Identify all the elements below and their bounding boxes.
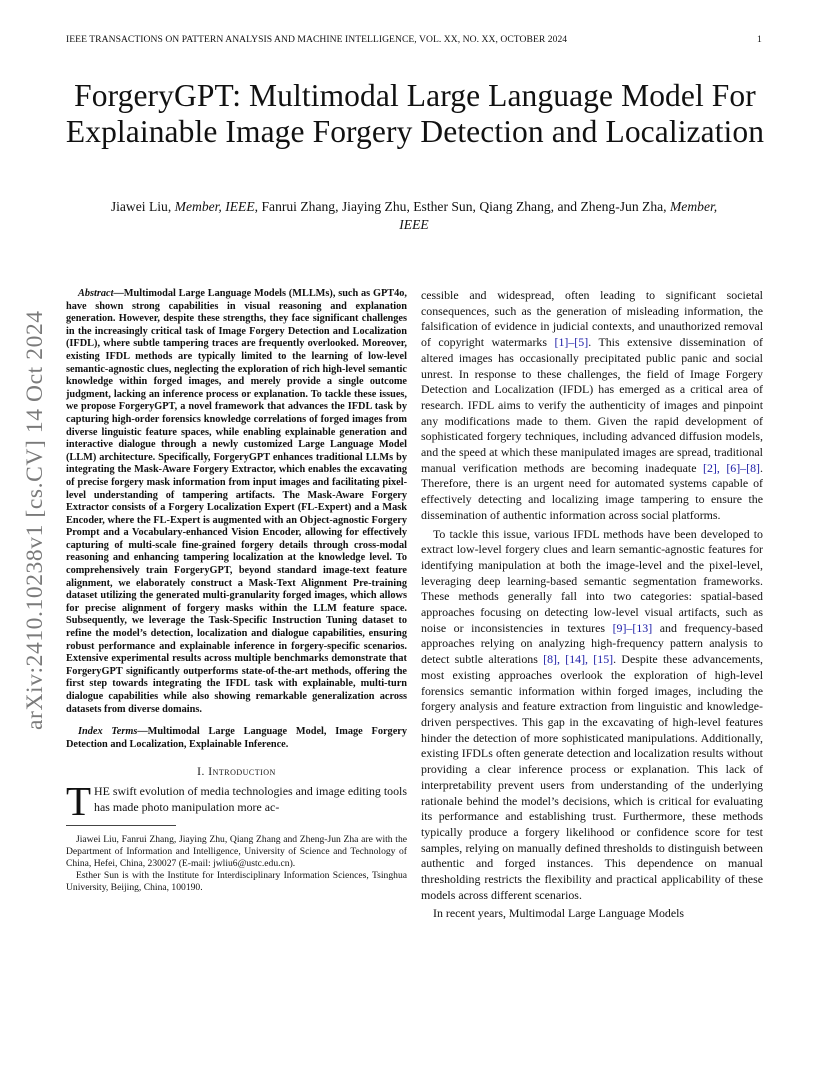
paragraph-text: To tackle this issue, various IFDL methods have been developed to extract low-level forgery clues and learn semantic-agnostic features for identifying manipulation at both the image-level and the pixel-level, leveraging deep learning-based semantic segmentation frameworks. These methods generally fall into two categories: spatial-based approaches focusing on detecting low-level visual artifacts, such as noise or inconsistencies in textures	[421, 526, 763, 635]
right-column	[421, 288, 763, 922]
citation-link[interactable]: [2], [6]–[8]	[702, 460, 760, 475]
paper-title: ForgeryGPT: Multimodal Large Language Model For Explainable Image Forgery Detection and Localization	[65, 78, 765, 149]
abstract-text: —Multimodal Large Language Models (MLLMs), such as GPT4o, have shown strong capabilities in visual reasoning and explanation generation. However, despite these strengths, they face significant challenges in the increasingly critical task of Image Forgery Detection and Localization (IFDL), where subtle tampering traces are frequently overlooked. Moreover, existing IFDL methods are typically limited to the learning of low-level semantic-agnostic clues, neglecting the exploration of rich high-level semantic knowledge within forged images, and merely provide a single outcome judgment, lacking an inference process or explanation. To tackle these issues, we propose ForgeryGPT, a novel framework that advances the IFDL task by capturing high-order forensics knowledge correlations of forged images from diverse linguistic feature spaces, while enabling explainable generation and interactive dialogue through a newly customized Large Language Model (LLM) architecture. Specifically, ForgeryGPT enhances traditional LLMs by integrating the Mask-Aware Forgery Extractor, which enables the excavating of precise forgery mask information from input images and facilitating pixel-level understanding of tampering artifacts. The Mask-Aware Forgery Extractor consists of a Forgery Localization Expert (FL-Expert) and a Mask Encoder, where the FL-Expert is augmented with an Object-agnostic Forgery Prompt and a Vocabulary-enhanced Vision Encoder, allowing for effectively capturing of multi-scale fine-grained forgery details through cross-modal reasoning and enhancing tampering localization at the knowledge level. To comprehensively train ForgeryGPT, beyond standard image-text feature alignment, we elaborately construct a Mask-Text Alignment Pre-training dataset utilizing the generated multi-granularity forged images, which allows for precise alignment of forgery masks within the LLM feature space. Subsequently, we leverage the Task-Specific Instruction Tuning dataset to refine the model’s detection, localization and dialogue capabilities, ensuring robust performance and explainable inference in forgery-specific scenarios. Extensive experimental results across multiple benchmarks demonstrate that ForgeryGPT significantly outperforms state-of-the-art methods, offering the first step towards integrating the IFDL task with explainable, multi-turn dialogue capabilities while also showing remarkable generalization across datasets from diverse domains.	[66, 288, 407, 715]
index-terms	[66, 726, 407, 751]
abstract-label: Abstract	[78, 288, 114, 299]
authors-text-2: , Fanrui Zhang, Jiaying Zhu, Esther Sun, Qiang Zhang, and Zheng-Jun Zha,	[254, 199, 670, 214]
index-terms-text: —Multimodal Large Language Model, Image Forgery Detection and Localization, Explainable Inference.	[66, 726, 407, 750]
section-number: I.	[197, 766, 209, 779]
citation-link[interactable]: [9]–[13]	[612, 620, 653, 635]
footnote-divider	[66, 825, 176, 826]
paragraph-text: . This extensive dissemination of altered images has occasionally precipitated public panic and social unrest. In response to these challenges, the field of Image Forgery Detection and Localization (IFDL) has emerged as a critical area of research. IFDL aims to verify the authenticity of images and pinpoint any modifications made to them. Given the rapid development of sophisticated forgery techniques, including advanced diffusion models, and the speed at which these manipulated images are spread, traditional manual verification methods are becoming inadequate	[421, 335, 764, 475]
section-heading-introduction	[66, 766, 407, 778]
authors-text-1: Jiawei Liu,	[110, 199, 175, 214]
running-head: IEEE TRANSACTIONS ON PATTERN ANALYSIS AND MACHINE INTELLIGENCE, VOL. XX, NO. XX, OCTOBER 2024	[66, 34, 568, 45]
drop-cap: T	[66, 778, 92, 825]
citation-link[interactable]: [8], [14], [15]	[543, 652, 614, 667]
intro-paragraph	[66, 778, 407, 825]
footnote-affiliation-2: Esther Sun is with the Institute for Interdisciplinary Information Sciences, Tsinghua University, Beijing, China, 100190.	[66, 869, 407, 893]
section-title: Introduction	[208, 766, 276, 779]
author-role-1: Member, IEEE	[174, 199, 255, 214]
body-paragraph-3: In recent years, Multimodal Large Language Models	[433, 906, 685, 921]
body-paragraph-1	[421, 288, 763, 524]
intro-first-word: HE	[94, 784, 110, 799]
paragraph-text: . Despite these advancements, most existing approaches overlook the exploration of high-level forensics semantic information within forged images, including the forgery analysis and feature extraction from linguistic and knowledge-driven perspectives. This gap in the excavating of high-level features hinder the detection of more sophisticated manipulations. Additionally, existing IFDLs often generate detection and localization results without providing a clear inference process or explanation. This lack of interpretability prevent users from understanding of the underlying rationale behind the model’s decisions, which is critical for evaluating its performance and establishing trust. Furthermore, these methods typically produce a forgery likelihood or confidence score for test samples, relying on manually defined thresholds to distinguish between authentic and forged instances. This dependence on manual thresholding restricts the flexibility and practical applicability of these models across different scenarios.	[421, 652, 763, 902]
page-number: 1	[757, 34, 762, 45]
footnotes	[66, 834, 407, 894]
body-paragraph-2	[421, 527, 763, 904]
paragraph-text: . Therefore, there is an urgent need for automated systems capable of effectively detecting and localizing image tampering to ensure the dissemination of authentic information across social platforms.	[421, 460, 763, 522]
intro-text: swift evolution of media technologies and image editing tools has made photo manipulation more ac-	[94, 784, 407, 814]
author-list	[100, 198, 728, 234]
footnote-affiliation-1: Jiawei Liu, Fanrui Zhang, Jiaying Zhu, Qiang Zhang and Zheng-Jun Zha are with the Department of Information and Intelligence, University of Science and Technology of China, Hefei, China, 230027 (E-mail: jwliu6@ustc.edu.cn).	[66, 833, 407, 869]
paragraph-text: cessible and widespread, often leading to significant societal consequences, such as the generation of misleading information, the falsification of evidence in judicial contexts, and unauthorized removal of copyright watermarks	[421, 288, 763, 350]
left-column	[66, 288, 407, 894]
author-role-2: Member, IEEE	[399, 199, 718, 232]
index-terms-label: Index Terms	[78, 726, 138, 738]
arxiv-identifier: arXiv:2410.10238v1 [cs.CV] 14 Oct 2024	[22, 310, 48, 730]
abstract	[66, 288, 407, 716]
paragraph-text: and frequency-based approaches relying on analyzing high-frequency pattern analysis to detect subtle alterations	[421, 620, 763, 667]
citation-link[interactable]: [1]–[5]	[554, 335, 589, 350]
